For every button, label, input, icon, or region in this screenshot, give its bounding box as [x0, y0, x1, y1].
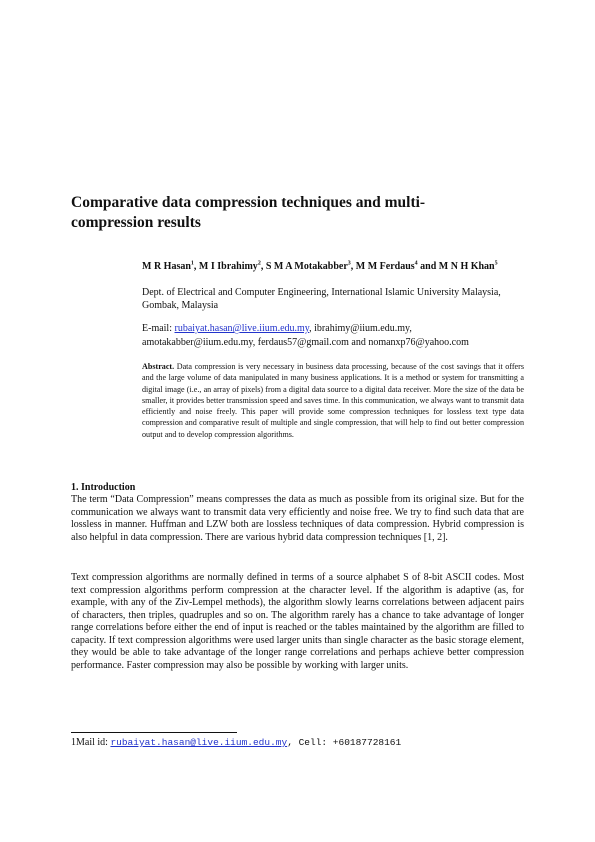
paper-title: Comparative data compression techniques and multi-compression results [71, 194, 426, 231]
email-list: , ibrahimy@iium.edu.my, amotakabber@iium.edu.my, ferdaus57@gmail.com and nomanxp76@yahoo.com [142, 323, 469, 348]
author-separator: , [193, 261, 199, 272]
intro-paragraph-2: Text compression algorithms are normally defined in terms of a source alphabet S of 8-bit ASCII codes. Most text compression algorithms perform compression at the character level. If the algorithm is adaptive (as, for example, with any of the Ziv-Lempel methods), the algorithm slowly learns correlations between adjacent pairs of characters, then triples, quadruples and so on. The algorithm rarely has a chance to take advantage of longer range correlations before either the end of input is reached or the tables maintained by the algorithm are filled to capacity. If text compression algorithms were used larger units than single character as the basic storage element, they would be able to take advantage of the longer range correlations and perhaps achieve better compression performance. Faster compression may also be possible by working with larger units. [71, 572, 524, 671]
email-link[interactable]: rubaiyat.hasan@live.iium.edu.my [174, 323, 310, 334]
author-superscript: 2 [257, 260, 261, 267]
section-heading: 1. Introduction [71, 482, 136, 493]
author-superscript: 1 [190, 260, 194, 267]
author-name: M I Ibrahimy [198, 261, 258, 272]
author-name: M R Hasan [142, 261, 191, 272]
email-prefix: E-mail: [142, 323, 175, 334]
abstract-label: Abstract. [142, 362, 175, 371]
author-list [142, 260, 524, 273]
affiliation: Dept. of Electrical and Computer Engineering, International Islamic University Malaysia, Gombak, Malaysia [142, 287, 501, 311]
abstract-text: Data compression is very necessary in business data processing, because of the cost savings that it offers and the large volume of data manipulated in many business applications. It is a method or system for transmitting a digital image (i.e., an array of pixels) from a digital data source to a digital data receiver. More the size of the data be smaller, it provides better transmission speed and saves time. In this communication, we always want to transmit data efficiently and noise freely. This paper will provide some compression techniques for lossless text type data compression and comparative result of multiple and single compression, that will help to find out better compression output and to develop compression algorithms. [142, 362, 524, 439]
author-separator: , [260, 261, 266, 272]
author-separator: and [417, 261, 439, 272]
author-superscript: 5 [494, 260, 498, 267]
author-superscript: 4 [414, 260, 418, 267]
abstract [142, 361, 524, 440]
footnote-phone: , Cell: +60187728161 [287, 737, 402, 748]
footnote-email-link[interactable]: rubaiyat.hasan@live.iium.edu.my [110, 737, 288, 748]
footnote [71, 737, 524, 749]
footnote-divider [71, 732, 237, 733]
email-block [142, 322, 524, 349]
author-separator: , [350, 261, 356, 272]
author-name: S M A Motakabber [265, 261, 348, 272]
author-name: M M Ferdaus [355, 261, 415, 272]
intro-paragraph-1: The term “Data Compression” means compresses the data as much as possible from its original size. But for the communication we always want to transmit data very efficiently and noise free. We try to find such data that are lossless in manner. Huffman and LZW both are lossless techniques of data compression. Hybrid compression is also helpful in data compression. There are various hybrid data compression techniques [1, 2]. [71, 494, 524, 543]
author-name: M N H Khan [438, 261, 495, 272]
footnote-label: 1Mail id: [71, 737, 111, 748]
author-superscript: 3 [347, 260, 351, 267]
